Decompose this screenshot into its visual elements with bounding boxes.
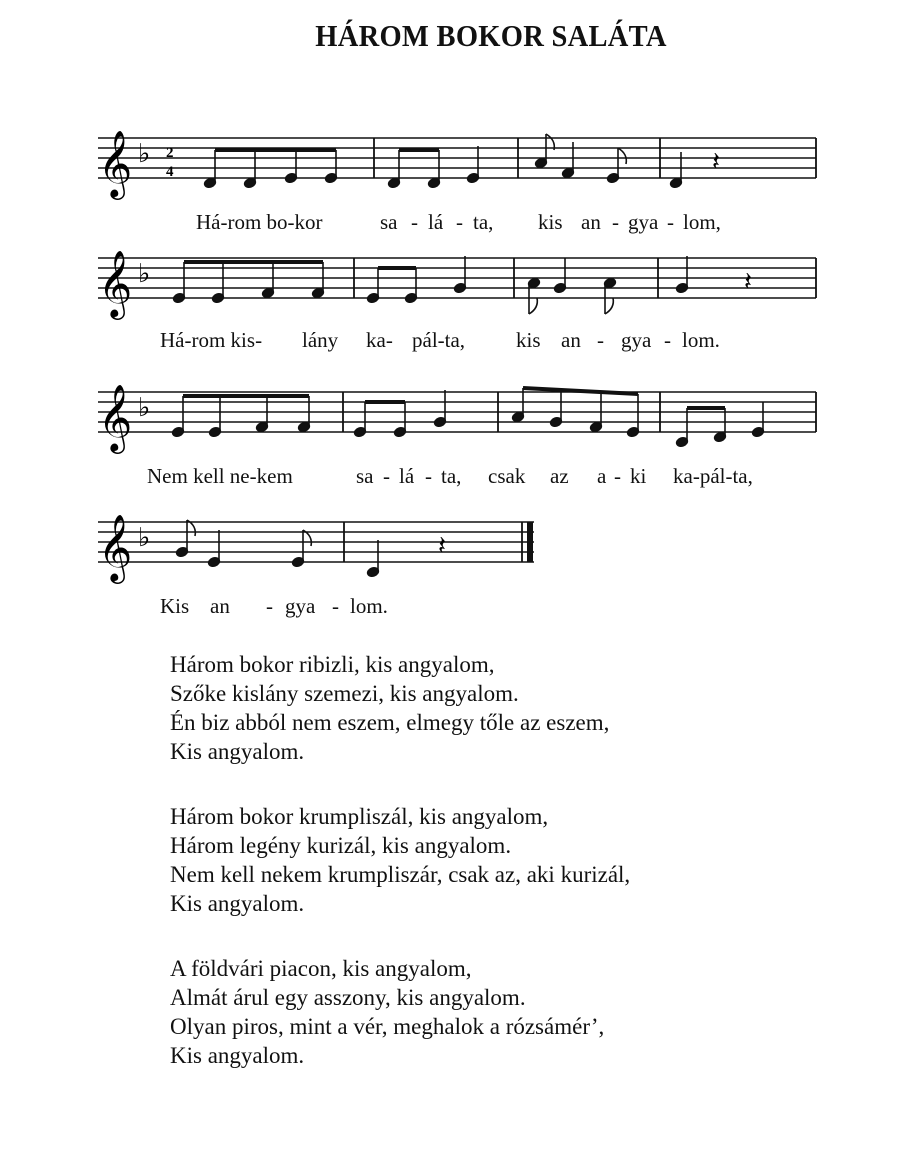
verse-line: Három bokor krumpliszál, kis angyalom, — [170, 804, 549, 829]
verse-line: Én biz abból nem eszem, elmegy tőle az eszem, — [170, 710, 610, 735]
lyric-syllable: sa — [356, 464, 374, 488]
staff-1-notation — [98, 128, 818, 198]
lyrics-line-2 — [0, 328, 900, 354]
lyric-syllable: an — [561, 328, 581, 352]
flat-icon: ♭ — [138, 393, 151, 423]
lyric-syllable: an — [210, 594, 230, 618]
staff-system-1 — [98, 128, 818, 198]
lyric-syllable: Há-rom bo-kor — [196, 210, 323, 234]
staff-4-notation — [98, 512, 548, 584]
verse-line: Három bokor ribizli, kis angyalom, — [170, 652, 495, 677]
song-title: HÁROM BOKOR SALÁTA — [315, 18, 667, 53]
stanza-1 — [170, 650, 850, 766]
lyric-syllable: csak — [488, 464, 526, 488]
verses — [170, 650, 850, 1106]
treble-clef-icon: 𝄞 — [98, 129, 133, 197]
stanza-3 — [170, 954, 850, 1070]
notes — [366, 540, 379, 578]
lyric-syllable: lom. — [350, 594, 388, 618]
lyric-syllable: lá — [399, 464, 415, 488]
lyric-syllable: - — [383, 464, 390, 488]
lyric-syllable: - — [411, 210, 418, 234]
notes — [511, 388, 639, 438]
lyric-syllable: - — [332, 594, 339, 618]
verse-line: Három legény kurizál, kis angyalom. — [170, 833, 512, 858]
lyric-syllable: - — [456, 210, 463, 234]
treble-clef-icon: 𝄞 — [98, 383, 133, 451]
flat-icon: ♭ — [138, 259, 151, 289]
stanza-2 — [170, 802, 850, 918]
verse-line: A földvári piacon, kis angyalom, — [170, 956, 472, 981]
lyric-syllable: ta, — [473, 210, 494, 234]
lyric-syllable: an — [581, 210, 601, 234]
lyric-syllable: - — [425, 464, 432, 488]
verse-line: Olyan piros, mint a vér, meghalok a rózsámér’, — [170, 1014, 605, 1039]
staff-lines — [98, 138, 816, 178]
lyric-syllable: ka- — [366, 328, 393, 352]
lyric-syllable: a — [597, 464, 607, 488]
notes — [527, 258, 616, 314]
final-barline-thick — [527, 522, 533, 562]
time-signature-bottom: 4 — [166, 164, 174, 180]
staff-system-2 — [98, 248, 818, 320]
verse-line: Kis angyalom. — [170, 891, 305, 916]
quarter-rest-icon: 𝄽 — [712, 147, 720, 177]
lyric-syllable: gya — [285, 594, 316, 618]
lyric-syllable: gya — [628, 210, 659, 234]
lyric-syllable: lom, — [683, 210, 721, 234]
lyric-syllable: gya — [621, 328, 652, 352]
lyric-syllable: - — [612, 210, 619, 234]
flat-icon: ♭ — [138, 139, 151, 169]
verse-line: Nem kell nekem krumpliszár, csak az, aki kurizál, — [170, 862, 631, 887]
notes — [675, 256, 688, 294]
lyric-syllable: - — [614, 464, 621, 488]
staff-system-4 — [98, 512, 548, 584]
lyric-syllable: ki — [630, 464, 647, 488]
lyric-syllable: ta, — [441, 464, 462, 488]
verse-line: Szőke kislány szemezi, kis angyalom. — [170, 681, 519, 706]
treble-clef-icon: 𝄞 — [98, 513, 133, 581]
lyrics-line-3 — [0, 464, 900, 490]
notes — [534, 134, 626, 184]
lyric-syllable: kis — [516, 328, 541, 352]
staff-lines — [98, 522, 534, 562]
lyric-syllable: lom. — [682, 328, 720, 352]
quarter-rest-icon: 𝄽 — [744, 267, 752, 297]
lyric-syllable: az — [550, 464, 569, 488]
lyric-syllable: sa — [380, 210, 398, 234]
lyric-syllable: - — [667, 210, 674, 234]
lyric-syllable: ka-pál-ta, — [673, 464, 753, 488]
lyric-syllable: lány — [302, 328, 339, 352]
staff-system-3 — [98, 382, 818, 454]
notes — [353, 390, 446, 438]
verse-line: Almát árul egy asszony, kis angyalom. — [170, 985, 526, 1010]
notes — [203, 150, 337, 189]
notes — [366, 256, 466, 304]
flat-icon: ♭ — [138, 523, 151, 553]
staff-2-notation — [98, 248, 818, 320]
lyrics-line-1 — [0, 210, 900, 236]
lyric-syllable: Nem kell ne-kem — [147, 464, 293, 488]
quarter-rest-icon: 𝄽 — [438, 531, 446, 561]
time-signature-top: 2 — [166, 145, 174, 161]
lyric-syllable: lá — [428, 210, 444, 234]
lyric-syllable: Há-rom kis- — [160, 328, 263, 352]
lyric-syllable: - — [597, 328, 604, 352]
lyric-syllable: Kis — [160, 594, 190, 618]
treble-clef-icon: 𝄞 — [98, 249, 133, 317]
lyric-syllable: pál-ta, — [412, 328, 466, 352]
lyric-syllable: - — [664, 328, 671, 352]
lyric-syllable: - — [266, 594, 273, 618]
verse-line: Kis angyalom. — [170, 739, 305, 764]
staff-3-notation — [98, 382, 818, 454]
notes — [675, 402, 764, 448]
verse-line: Kis angyalom. — [170, 1043, 305, 1068]
lyric-syllable: kis — [538, 210, 563, 234]
lyrics-line-4 — [0, 594, 900, 620]
notes — [175, 520, 311, 568]
